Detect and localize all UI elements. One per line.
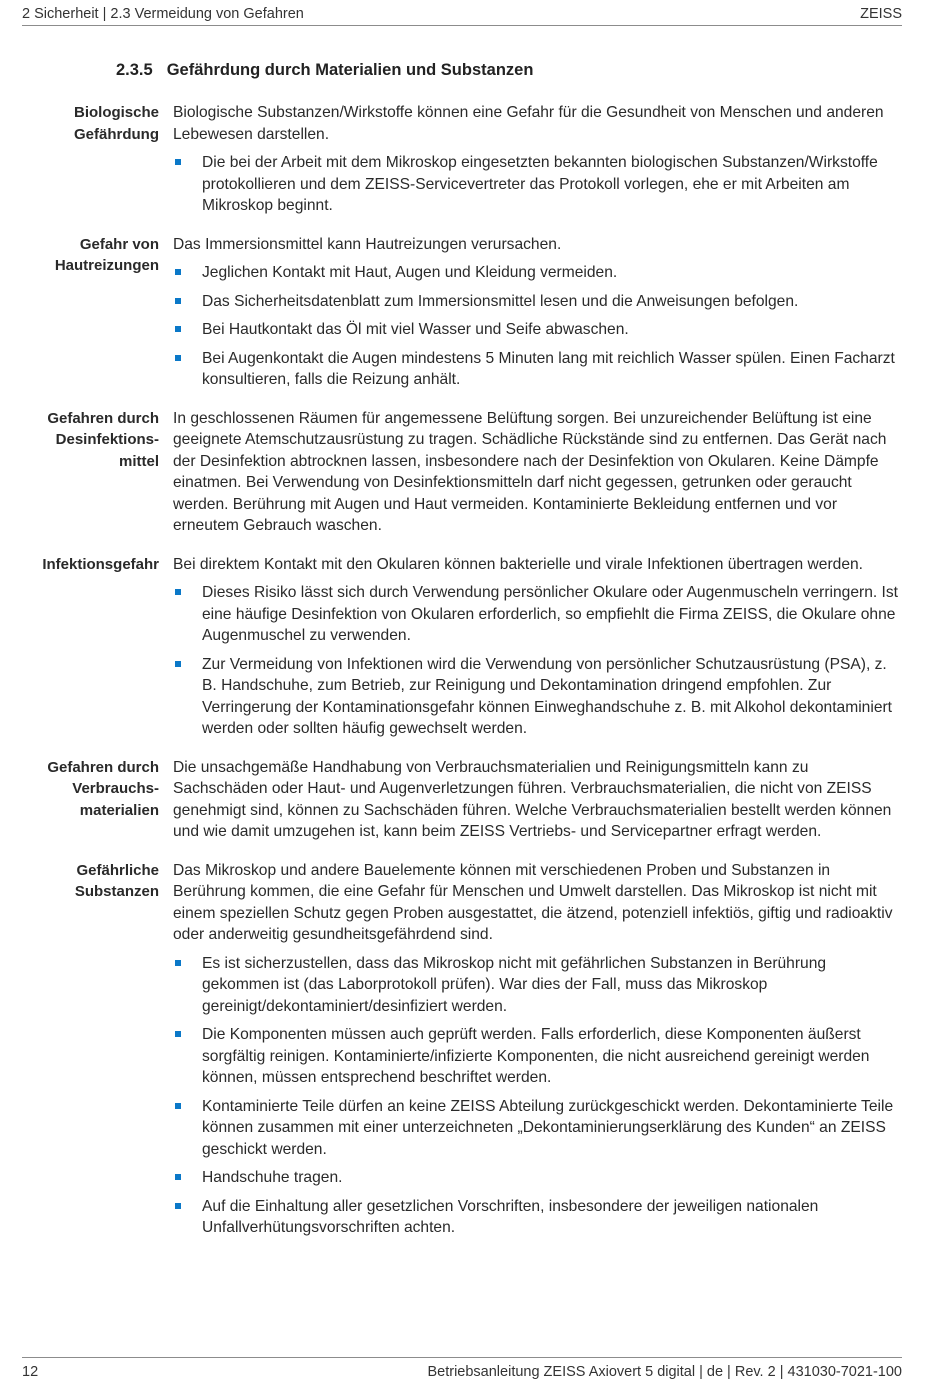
- body-paragraph: Das Immersionsmittel kann Hautreizungen verursachen.: [173, 235, 562, 253]
- bullet-item: [173, 291, 902, 313]
- margin-heading: [22, 234, 159, 398]
- page-number: 12: [22, 1363, 39, 1380]
- margin-heading-line: Biologische: [73, 104, 159, 121]
- block-body: [173, 234, 902, 398]
- margin-heading-line: Verbrauchs-: [72, 780, 159, 797]
- margin-heading-line: Desinfektions-: [55, 431, 159, 448]
- page-header: [22, 2, 902, 26]
- margin-heading: [22, 860, 159, 1246]
- margin-heading-line: materialien: [79, 801, 159, 819]
- content-block: [22, 860, 902, 1246]
- bullet-item: [173, 1096, 902, 1161]
- bullet-text: Zur Vermeidung von Infektionen wird die Verwendung von persönlicher Schutzausrüstung (PSA), z. B. Handschuhe, zum Betrieb, zur Reinigung und Dekontamination dringend empfohlen. Zur Verringerung der Kontaminationsgefahr können Einweghandschuhe z. B. mit Alkohol dekontaminiert werden oder sollten häufig gewechselt werden.: [202, 655, 893, 737]
- body-paragraph: In geschlossenen Räumen für angemessene Belüftung sorgen. Bei unzureichender Belüftung ist eine geeignete Atemschutzausrüstung zu tragen. Schädliche Rückstände sind zu entfernen. Das Gerät nach der Desinfektion abtrocknen lassen, insbesondere nach der Desinfektion von Okularen. Keine Dämpfe einatmen. Bei Verwendung von Desinfektionsmitteln darf nicht gegessen, getrunken oder geraucht werden. Berührung mit Augen und Haut vermeiden. Kontaminierte Bekleidung entfernen und vor erneutem Gebrauch waschen.: [173, 409, 887, 534]
- bullet-square-icon: [175, 589, 181, 595]
- body-paragraph: Biologische Substanzen/Wirkstoffe können eine Gefahr für die Gesundheit von Menschen und anderen Lebewesen darstellen.: [173, 104, 884, 143]
- body-paragraph: Die unsachgemäße Handhabung von Verbrauchsmaterialien und Reinigungsmitteln kann zu Sachschäden oder Haut- und Augenverletzungen führen. Verbrauchsmaterialien, die nicht von ZEISS genehmigt sind, können zu Sachschäden führen. Welche Verbrauchsmaterialien bestellt werden können und wie damit umzugehen ist, kann beim ZEISS Vertriebs- und Servicepartner erfragt werden.: [173, 758, 892, 840]
- bullet-item: [173, 582, 902, 647]
- bullet-text: Jeglichen Kontakt mit Haut, Augen und Kleidung vermeiden.: [202, 264, 618, 281]
- bullet-square-icon: [175, 1174, 181, 1180]
- bullet-item: [173, 1196, 902, 1239]
- body-paragraph: Das Mikroskop und andere Bauelemente können mit verschiedenen Proben und Substanzen in Berührung kommen, die eine Gefahr für Menschen und Umwelt darstellen. Das Mikroskop ist nicht mit einem speziellen Schutz gegen Proben ausgestattet, die ätzend, potenziell infektiös, giftig und radioaktiv oder anderweitig gesundheitsgefährdend sind.: [173, 861, 893, 943]
- bullet-item: [173, 654, 902, 740]
- bullet-text: Bei Augenkontakt die Augen mindestens 5 Minuten lang mit reichlich Wasser spülen. Einen Facharzt konsultieren, falls die Reizung anhält.: [202, 349, 895, 388]
- margin-heading: [22, 408, 159, 544]
- margin-heading-line: Hautreizungen: [54, 257, 159, 274]
- margin-heading-line: Gefährliche: [76, 861, 159, 879]
- bullet-item: [173, 1024, 902, 1089]
- bullet-square-icon: [175, 298, 181, 304]
- bullet-square-icon: [175, 355, 181, 361]
- footer-doc-info: Betriebsanleitung ZEISS Axiovert 5 digital | de | Rev. 2 | 431030-7021-100: [427, 1363, 902, 1380]
- margin-heading-line: Infektionsgefahr: [42, 555, 159, 573]
- content-area: [22, 102, 902, 1256]
- margin-heading: [22, 102, 159, 224]
- body-paragraph: Bei direktem Kontakt mit den Okularen können bakterielle und virale Infektionen übertragen werden.: [173, 555, 863, 573]
- page-footer: [22, 1357, 902, 1385]
- content-block: [22, 408, 902, 544]
- margin-heading: [22, 554, 159, 747]
- bullet-text: Das Sicherheitsdatenblatt zum Immersionsmittel lesen und die Anweisungen befolgen.: [202, 292, 799, 310]
- bullet-item: [173, 953, 902, 1018]
- content-block: [22, 757, 902, 850]
- bullet-square-icon: [175, 1031, 181, 1037]
- bullet-square-icon: [175, 960, 181, 966]
- header-brand: ZEISS: [860, 5, 902, 22]
- bullet-square-icon: [175, 661, 181, 667]
- bullet-text: Dieses Risiko lässt sich durch Verwendung persönlicher Okulare oder Augenmuscheln verringern. Ist eine häufige Desinfektion von Okularen erforderlich, so empfiehlt die Firma ZEISS, die Okulare ohne Augenmuschel zu verwenden.: [202, 584, 898, 644]
- header-breadcrumb: 2 Sicherheit | 2.3 Vermeidung von Gefahren: [22, 5, 304, 22]
- bullet-text: Es ist sicherzustellen, dass das Mikroskop nicht mit gefährlichen Substanzen in Berührung gekommen ist (das Laborprotokoll prüfen). War dies der Fall, muss das Mikroskop gereinigt/dekontaminiert/desinfiziert werden.: [202, 954, 827, 1015]
- margin-heading-line: Substanzen: [74, 883, 159, 900]
- bullet-square-icon: [175, 269, 181, 275]
- bullet-text: Die Komponenten müssen auch geprüft werden. Falls erforderlich, diese Komponenten äußerst sorgfältig reinigen. Kontaminierte/infizierte Komponenten, die nicht ausreichend gereinigt werden können, müssen entsprechend beschriftet werden.: [202, 1026, 870, 1086]
- bullet-text: Bei Hautkontakt das Öl mit viel Wasser und Seife abwaschen.: [202, 321, 629, 338]
- bullet-text: Die bei der Arbeit mit dem Mikroskop eingesetzten bekannten biologischen Substanzen/Wirkstoffe protokollieren und dem ZEISS-Servicevertreter das Protokoll vorlegen, ehe er mit Arbeiten am Mikroskop beginnt.: [202, 154, 878, 214]
- bullet-square-icon: [175, 1103, 181, 1109]
- bullet-list: [173, 953, 902, 1239]
- bullet-item: [173, 348, 902, 391]
- section-heading: [116, 61, 533, 80]
- bullet-list: [173, 582, 902, 740]
- content-block: [22, 102, 902, 224]
- bullet-square-icon: [175, 159, 181, 165]
- margin-heading-line: Gefahr von: [79, 235, 159, 253]
- bullet-item: [173, 152, 902, 217]
- bullet-item: [173, 262, 902, 284]
- content-block: [22, 554, 902, 747]
- block-body: [173, 554, 902, 747]
- margin-heading-line: Gefährdung: [74, 125, 159, 143]
- block-body: [173, 408, 902, 544]
- bullet-square-icon: [175, 1203, 181, 1209]
- bullet-text: Auf die Einhaltung aller gesetzlichen Vorschriften, insbesondere der jeweiligen nationalen Unfallverhütungsvorschriften achten.: [202, 1197, 819, 1236]
- bullet-text: Handschuhe tragen.: [202, 1169, 343, 1186]
- margin-heading: [22, 757, 159, 850]
- bullet-item: [173, 1167, 902, 1189]
- bullet-square-icon: [175, 326, 181, 332]
- content-block: [22, 234, 902, 398]
- bullet-list: [173, 262, 902, 391]
- bullet-list: [173, 152, 902, 217]
- bullet-text: Kontaminierte Teile dürfen an keine ZEISS Abteilung zurückgeschickt werden. Dekontaminierte Teile können zusammen mit einer unterzeichneten „Dekontaminierungserklärung des Kunden“ an ZEISS geschickt werden.: [202, 1097, 894, 1158]
- margin-heading-line: Gefahren durch: [47, 758, 159, 776]
- margin-heading-line: Gefahren durch: [47, 409, 159, 427]
- block-body: [173, 860, 902, 1246]
- block-body: [173, 757, 902, 850]
- bullet-item: [173, 319, 902, 341]
- block-body: [173, 102, 902, 224]
- margin-heading-line: mittel: [118, 452, 159, 470]
- section-title: Gefährdung durch Materialien und Substanzen: [166, 61, 534, 79]
- section-number: 2.3.5: [116, 61, 153, 79]
